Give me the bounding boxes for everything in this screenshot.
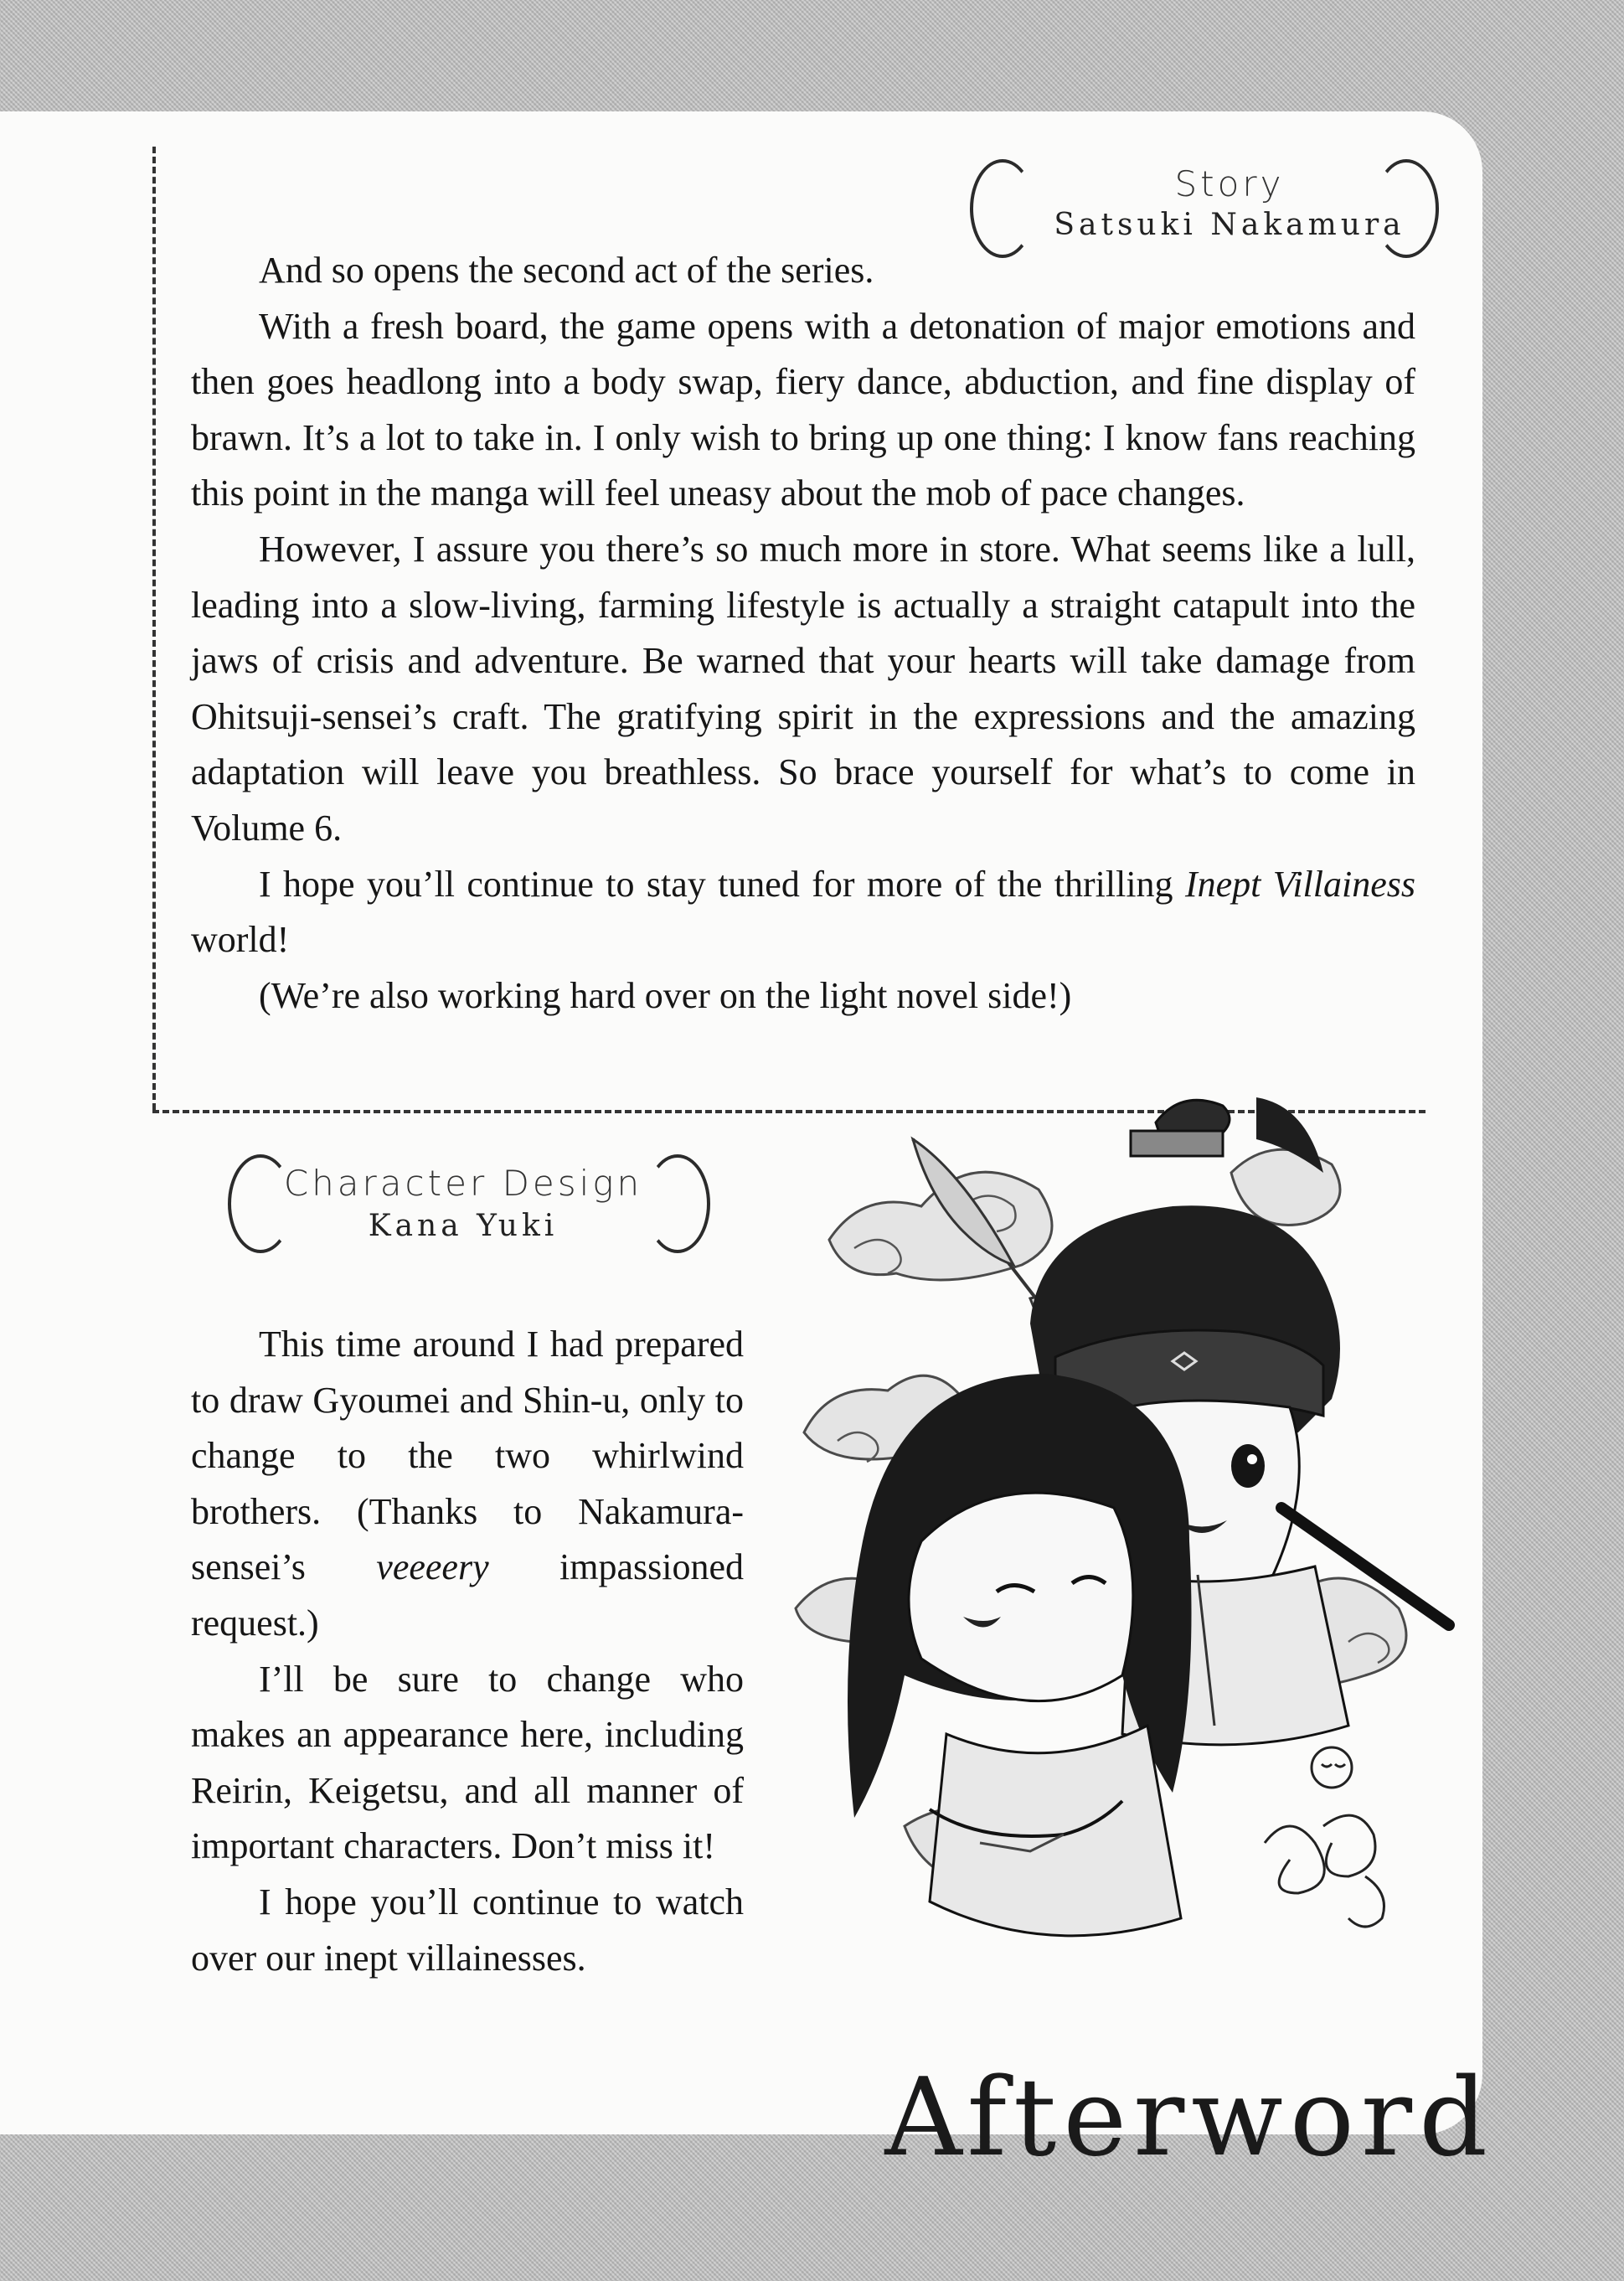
design-credit-author: Kana Yuki — [368, 1209, 559, 1243]
artist-signature — [1265, 1747, 1384, 1927]
design-afterword-text — [191, 1317, 744, 1986]
story-paragraph: However, I assure you there’s so much more in store. What seems like a lull, leading into a slow-living, farming lifestyle is actually a straight catapult into the jaws of crisis and adventure. Be warned that your hearts will take damage from Ohitsuji-sensei’s craft. The gratifying spirit in the expressions and the amazing adaptation will leave you breathless. So brace yourself for what’s to come in Volume 6. — [191, 528, 1415, 849]
story-paragraph: I hope you’ll continue to stay tuned for more of the thrilling Inept Villainess world! — [191, 863, 1415, 961]
story-paragraph: And so opens the second act of the series. — [259, 250, 874, 291]
page-heading: Afterword — [884, 2056, 1494, 2180]
chibi-brothers-illustration — [779, 1072, 1482, 2002]
story-credit-title: Story — [1174, 163, 1285, 204]
design-paragraph: I hope you’ll continue to watch over our inept villainesses. — [191, 1881, 744, 1979]
design-paragraph: This time around I had prepared to draw Gyoumei and Shin-u, only to change to the two whirlwind brothers. (Thanks to Nakamura-sensei’s veeeery impassioned request.) — [191, 1324, 744, 1644]
design-credit-title: Character Design — [283, 1163, 643, 1204]
story-border-vertical — [152, 147, 156, 1110]
boy-with-long-hair — [848, 1374, 1192, 1936]
story-afterword-text — [191, 243, 1415, 1024]
right-paren-icon — [645, 1154, 710, 1253]
story-credit-author: Satsuki Nakamura — [1054, 208, 1405, 242]
story-paragraph: (We’re also working hard over on the light novel side!) — [259, 974, 1072, 1016]
story-paragraph: With a fresh board, the game opens with a detonation of major emotions and then goes headlong into a body swap, fiery dance, abduction, and fine display of brawn. It’s a lot to take in. I only wish to bring up one thing: I know fans reaching this point in the manga will feel uneasy about the mob of pace changes. — [191, 305, 1415, 514]
design-paragraph: I’ll be sure to change who makes an appearance here, including Reirin, Keigetsu, and all manner of important characters. Don’t miss it! — [191, 1658, 744, 1867]
